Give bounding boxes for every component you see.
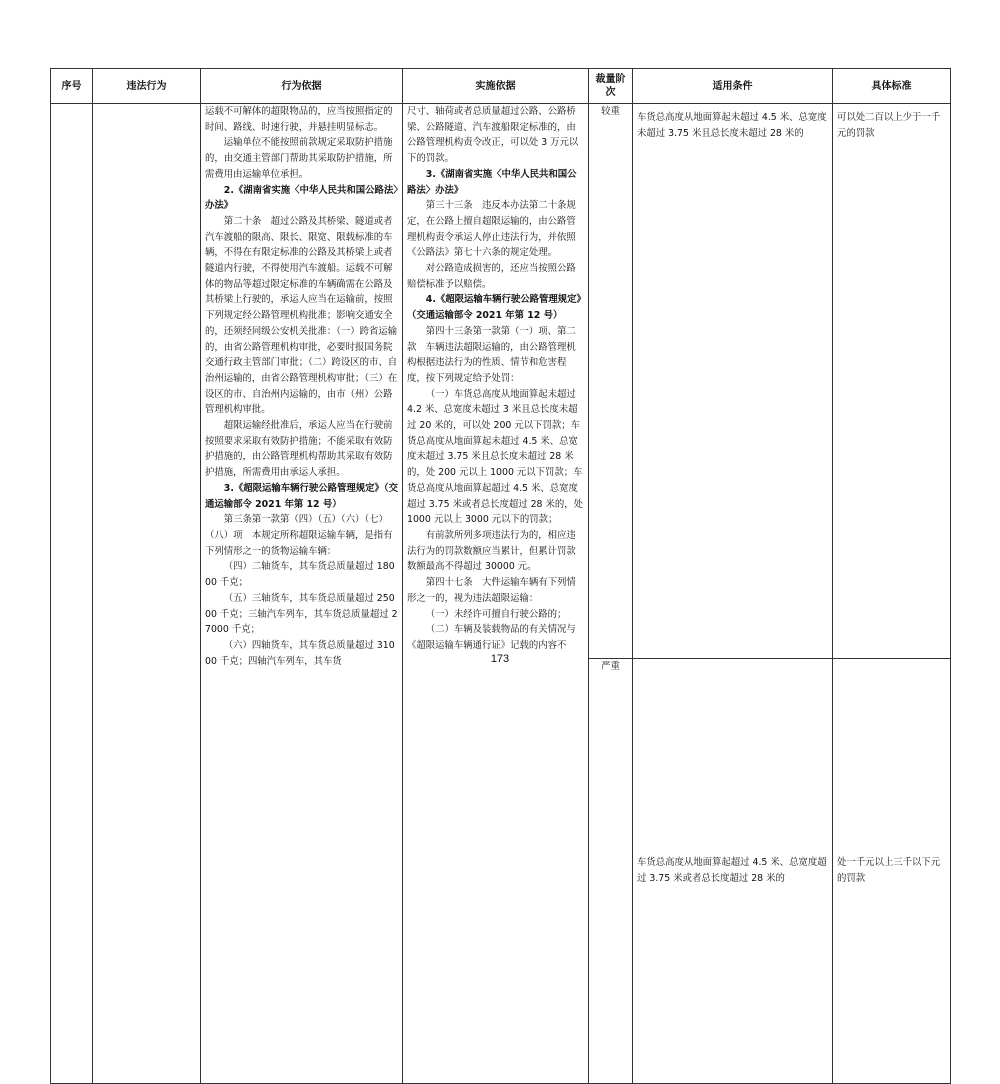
table-row bbox=[51, 104, 951, 659]
paragraph: 第四十三条第一款第（一）项、第二款 车辆违法超限运输的，由公路管理机构根据违法行为的性质、情节和危害程度，按下列规定给予处罚： bbox=[407, 325, 576, 384]
cell-impl bbox=[403, 104, 589, 1084]
header-basis: 行为依据 bbox=[201, 69, 403, 104]
paragraph: （二）车辆及装载物品的有关情况与《超限运输车辆通行证》记载的内容不 bbox=[407, 624, 576, 651]
condition-cell-heavier: 车货总高度从地面算起未超过 4.5 米、总宽度未超过 3.75 米且总长度未超过 28 米的 bbox=[633, 104, 833, 659]
cell-violation bbox=[93, 104, 201, 1084]
paragraph: （六）四轴货车，其车货总质量超过 31000 千克；四轴汽车列车，其车货 bbox=[205, 639, 395, 667]
header-row bbox=[51, 69, 951, 104]
paragraph: （四）二轴货车，其车货总质量超过 18000 千克； bbox=[205, 561, 395, 589]
page-number: 173 bbox=[490, 653, 510, 665]
level-cell-severe: 严重 bbox=[589, 659, 633, 1084]
paragraph: 2.《湖南省实施〈中华人民共和国公路法〉办法》 bbox=[205, 184, 398, 212]
paragraph: 尺寸、轴荷或者总质量超过公路、公路桥梁、公路隧道、汽车渡船限定标准的，由公路管理机构责令改正，可以处 3 万元以下的罚款。 bbox=[407, 106, 579, 165]
header-level: 裁量阶次 bbox=[589, 69, 633, 104]
paragraph: 运输单位不能按照前款规定采取防护措施的，由交通主管部门帮助其采取防护措施，所需费用由运输单位承担。 bbox=[205, 137, 393, 180]
level-cell-heavier: 较重 bbox=[589, 104, 633, 659]
paragraph: 3.《湖南省实施〈中华人民共和国公路法〉办法》 bbox=[407, 168, 577, 196]
paragraph: 对公路造成损害的，还应当按照公路赔偿标准予以赔偿。 bbox=[407, 263, 576, 290]
paragraph: 3.《超限运输车辆行驶公路管理规定》（交通运输部令 2021 年第 12 号） bbox=[205, 482, 398, 510]
paragraph: （一）车货总高度从地面算起未超过 4.2 米、总宽度未超过 3 米且总长度未超过 20 米的，可以处 200 元以下罚款；车货总高度从地面算起未超过 4.5 米、总宽度未超过 3.75 米且总长度未超过 28 米的，处 200 元以上 1000 元以下罚款；车货总高度从地面算起超过 4.5 米、总宽度超过 3.75 米或者总长度超过 28 米的，处 1000 元以上 3000 元以下的罚款； bbox=[407, 388, 583, 526]
condition-cell-severe: 车货总高度从地面算起超过 4.5 米、总宽度超过 3.75 米或者总长度超过 28 米的 bbox=[633, 659, 833, 1084]
paragraph: 第三十三条 违反本办法第二十条规定，在公路上擅自超限运输的，由公路管理机构责令承运人停止违法行为，并依照《公路法》第七十六条的规定处理。 bbox=[407, 200, 576, 259]
header-standard: 具体标准 bbox=[833, 69, 951, 104]
paragraph: 有前款所列多项违法行为的，相应违法行为的罚款数额应当累计，但累计罚款数额最高不得超过 30000 元。 bbox=[407, 529, 576, 573]
cell-basis bbox=[201, 104, 403, 1084]
paragraph: （一）未经许可擅自行驶公路的； bbox=[425, 608, 567, 620]
paragraph: 运载不可解体的超限物品的，应当按照指定的时间、路线、时速行驶，并悬挂明显标志。 bbox=[205, 106, 393, 133]
regulation-table bbox=[50, 68, 951, 1084]
standard-cell-severe: 处一千元以上三千以下元的罚款 bbox=[833, 659, 951, 1084]
paragraph: 第三条第一款第（四）（五）（六）（七）（八）项 本规定所称超限运输车辆，是指有下列情形之一的货物运输车辆： bbox=[205, 514, 393, 557]
paragraph: 第二十条 超过公路及其桥梁、隧道或者汽车渡船的限高、限长、限宽、限载标准的车辆，不得在有限定标准的公路及其桥梁上或者隧道内行驶，不得使用汽车渡船。运载不可解体的物品等超过限定标准的车辆确需在公路及其桥梁上行驶的，承运人应当在运输前，按照下列规定经公路管理机构批准；影响交通安全的，还须经同级公安机关批准：（一）跨省运输的，由省公路管理机构审批，必要时报国务院交通行政主管部门审批；（二）跨设区的市、自治州运输的，由省公路管理机构审批；（三）在设区的市、自治州内运输的，由市（州）公路管理机构审批。 bbox=[205, 215, 398, 416]
standard-cell-heavier: 可以处二百以上少于一千元的罚款 bbox=[833, 104, 951, 659]
paragraph: 超限运输经批准后，承运人应当在行驶前按照要求采取有效防护措施；不能采取有效防护措施的，由公路管理机构帮助其采取有效防护措施，所需费用由承运人承担。 bbox=[205, 420, 393, 479]
header-condition: 适用条件 bbox=[633, 69, 833, 104]
header-no: 序号 bbox=[51, 69, 93, 104]
header-violation: 违法行为 bbox=[93, 69, 201, 104]
header-impl: 实施依据 bbox=[403, 69, 589, 104]
paragraph: 第四十七条 大件运输车辆有下列情形之一的，视为违法超限运输： bbox=[407, 577, 576, 604]
cell-no bbox=[51, 104, 93, 1084]
paragraph: 4.《超限运输车辆行驶公路管理规定》（交通运输部令 2021 年第 12 号） bbox=[407, 294, 582, 322]
paragraph: （五）三轴货车，其车货总质量超过 25000 千克；三轴汽车列车，其车货总质量超过 27000 千克； bbox=[205, 592, 398, 636]
